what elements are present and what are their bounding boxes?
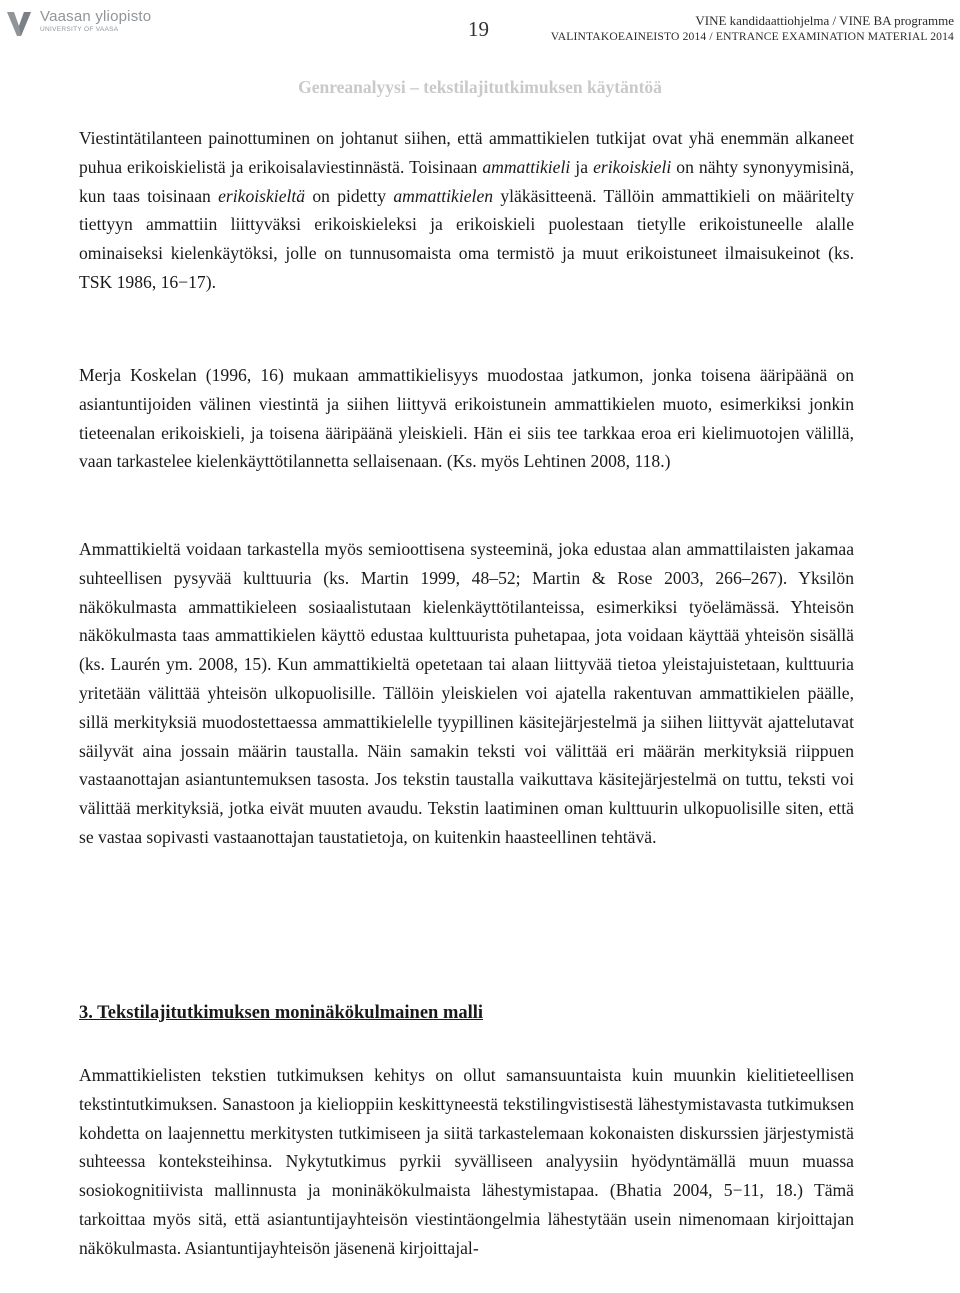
paragraph-1: [79, 124, 854, 297]
paragraph-run: Merja Koskelan (1996, 16) mukaan ammattikielisyys muodostaa jatkumon, jonka toisena ääripäänä on asiantuntijoiden välinen viestintä ja siihen liittyvä erikoistunein ammattikielen muoto, esimerkiksi jonkin tieteenalan erikoiskieli, ja toisena ääripäänä yleiskieli. Hän ei siis tee tarkkaa eroa eri kielimuotojen välillä, vaan tarkastelee kielenkäyttötilannetta sellaisenaan. (Ks. myös Lehtinen 2008, 118.): [79, 365, 854, 472]
university-name: Vaasan yliopisto: [40, 8, 152, 25]
term-italic: erikoiskieltä: [218, 185, 306, 206]
term-italic: ammattikielen: [393, 185, 494, 206]
programme-header: VINE kandidaattiohjelma / VINE BA programme: [695, 13, 954, 28]
university-logo-icon: [4, 9, 34, 39]
paragraph-run: Ammattikieltä voidaan tarkastella myös semioottisena systeeminä, joka edustaa alan ammattilaisten jakamaa suhteellisen pysyvää kulttuuria (ks. Martin 1999, 48–52; Martin & Rose 2003, 266–267). Yksilön näkökulmasta ammattikieleen sosiaalistutaan kielenkäyttötilanteissa, esimerkiksi työelämässä. Yhteisön näkökulmasta taas ammattikielen käyttö edustaa kulttuurista puhetapaa, jota voidaan käyttää yhteisön sisällä (ks. Laurén ym. 2008, 15). Kun ammattikieltä opetetaan tai alaan liittyvää tietoa yleistajuistetaan, kulttuuria yritetään välittää yhteisön ulkopuolisille. Tällöin yleiskielen voi ajatella rakentuvan ammattikielen päälle, sillä merkityksiä muodostettaessa ammattikielelle tyypillinen käsitejärjestelmä ja siihen liittyvät ajattelutavat säilyvät aina jossain määrin taustalla. Näin samakin teksti voi välittää eri määrän merkityksiä riippuen vastaanottajan asiantuntemuksen tasosta. Jos tekstin taustalla vaikuttava käsitejärjestelmä on tuttu, teksti voi välittää merkityksiä, jotka eivät muuten avaudu. Tekstin laatiminen oman kulttuurin ulkopuolisille siten, että se vastaa sopivasti vastaanottajan taustatietoja, on kuitenkin haasteellinen tehtävä.: [79, 539, 854, 847]
section-heading: 3. Tekstilajitutkimuksen moninäkökulmainen malli: [79, 1003, 484, 1023]
university-subtitle: UNIVERSITY OF VAASA: [40, 26, 119, 33]
material-header: VALINTAKOEAINEISTO 2014 / ENTRANCE EXAMINATION MATERIAL 2014: [550, 30, 954, 43]
paragraph-3: [79, 535, 854, 852]
paragraph-run: yläkäsitteenä. Tällöin ammattikieli on määritelty tiettyyn ammattiin liittyväksi erikoiskieleksi ja erikoiskieli puolestaan tietylle erikoistuneelle alalle ominaiseksi kielenkäytöksi, jolle on tunnusomaista oma termistö ja muut erikoistuneet ilmaisukeinot (ks. TSK 1986, 16−17).: [79, 185, 855, 292]
university-logo: [4, 8, 151, 39]
term-italic: erikoiskieli: [593, 156, 672, 177]
paragraph-run: Viestintätilanteen painottuminen on johtanut siihen, että ammattikielen tutkijat ovat yhä enemmän alkaneet puhua erikoiskielistä ja erikoisalaviestinnästä. Toisinaan: [79, 128, 854, 177]
term-italic: ammattikieli: [482, 156, 571, 177]
section-title: Genreanalyysi – tekstilajitutkimuksen käytäntöä: [298, 77, 662, 97]
paragraph-4: Ammattikielisten tekstien tutkimuksen kehitys on ollut samansuuntaista kuin muunkin kielitieteellisen tekstintutkimuksen. Sanastoon ja kielioppiin keskittyneestä tekstilingvistisestä lähestymistavasta tutkimuksen kohdetta on laajennettu merkitysten tutkimiseen ja siitä tarkastelemaan kokonaisten diskurssien järjestymistä suhteessa konteksteihinsa. Nykytutkimus pyrkii syvälliseen analyysiin hyödyntämällä muun muassa sosiokognitiivista mallinnusta ja moninäkökulmaista lähestymistapaa. (Bhatia 2004, 5−11, 18.) Tämä tarkoittaa myös sitä, että asiantuntijayhteisön viestintäongelmia lähestytään usein nimenomaan kirjoittajan näkökulmasta. Asiantuntijayhteisön jäsenenä kirjoittajal-: [79, 1065, 854, 1258]
paragraph-run: on pidetty: [305, 185, 394, 206]
page-number: 19: [468, 17, 489, 41]
paragraph-2: [79, 361, 854, 476]
paragraph-run: on nähty synonyymisinä, kun taas toisinaan: [79, 156, 854, 206]
paragraph-run: ja: [570, 156, 594, 177]
